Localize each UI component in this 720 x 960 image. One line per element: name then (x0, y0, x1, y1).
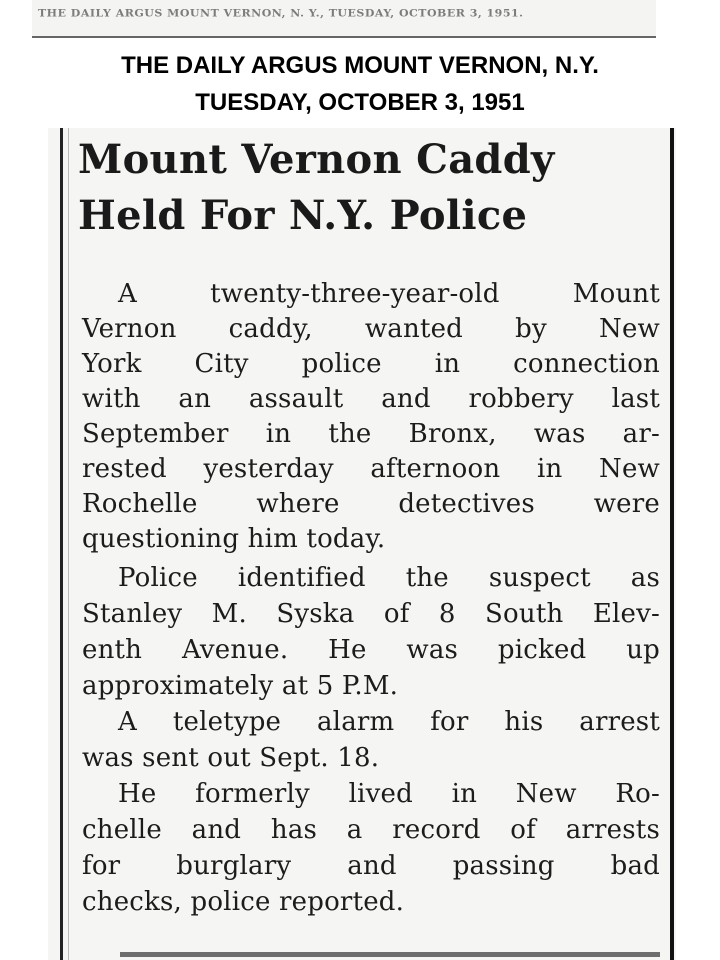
article-line: September in the Bronx, was ar- (82, 419, 660, 449)
article-line: checks, police reported. (82, 887, 405, 917)
caption-newspaper-name: THE DAILY ARGUS MOUNT VERNON, N.Y. (121, 52, 599, 79)
article-line: A teletype alarm for his arrest (118, 707, 660, 737)
article-line: for burglary and passing bad (82, 851, 660, 881)
headline-line: Mount Vernon Caddy (78, 136, 555, 183)
article-line: chelle and has a record of arrests (82, 815, 660, 845)
article-line: Vernon caddy, wanted by New (82, 314, 660, 344)
article-line: was sent out Sept. 18. (82, 743, 380, 773)
column-rule-left (60, 128, 63, 960)
article-line: enth Avenue. He was picked up (82, 635, 660, 665)
column-rule-left-faint (68, 128, 69, 960)
article-line: He formerly lived in New Ro- (118, 779, 660, 809)
masthead-strip (32, 0, 656, 38)
article-line: A twenty-three-year-old Mount (118, 279, 660, 309)
column-rule-right (670, 128, 674, 960)
article-line: York City police in connection (82, 349, 660, 379)
headline-line: Held For N.Y. Police (78, 192, 528, 239)
article-line: approximately at 5 P.M. (82, 671, 399, 701)
article-line: Police identified the suspect as (118, 563, 660, 593)
article-line: Rochelle where detectives were (82, 489, 660, 519)
article-line: rested yesterday afternoon in New (82, 454, 660, 484)
bottom-rule (120, 952, 660, 957)
caption-date: TUESDAY, OCTOBER 3, 1951 (195, 89, 525, 116)
masthead-strip-text: THE DAILY ARGUS MOUNT VERNON, N. Y., TUESDAY, OCTOBER 3, 1951. (38, 7, 524, 20)
article-line: Stanley M. Syska of 8 South Elev- (82, 599, 660, 629)
article-line: with an assault and robbery last (82, 384, 660, 414)
article-line: questioning him today. (82, 524, 386, 554)
